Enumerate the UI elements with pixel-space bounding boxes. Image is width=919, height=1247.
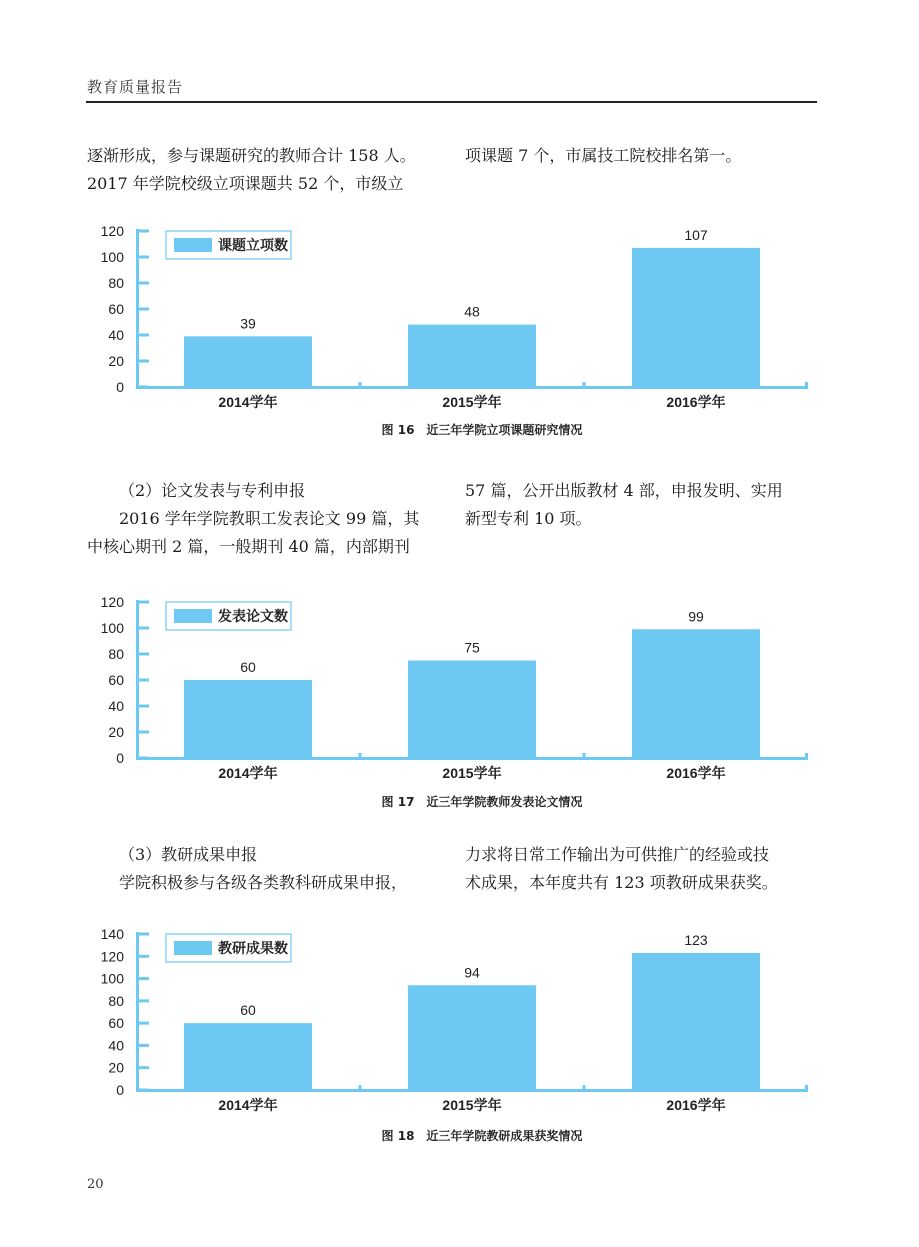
bar [408,661,536,759]
section1-left-column [87,142,439,198]
header-title: 教育质量报告 [87,78,184,96]
y-tick-label: 0 [116,379,124,395]
y-tick-label: 120 [100,594,124,610]
y-tick-label: 100 [100,249,124,265]
bar [184,336,312,387]
x-tick-label: 2016学年 [666,1097,726,1113]
paragraph-line: 力求将日常工作输出为可供推广的经验或技 [465,845,770,864]
legend [166,602,291,630]
legend [166,231,291,259]
bar [632,248,760,387]
data-label: 60 [240,1002,256,1019]
x-tick-label: 2015学年 [442,765,502,781]
section2-left-column [87,477,439,561]
paragraph-line: 学院积极参与各级各类教科研成果申报， [119,873,408,892]
data-label: 48 [464,303,480,320]
data-label: 39 [240,315,256,332]
y-tick-label: 20 [108,724,124,740]
y-tick-label: 40 [108,698,124,714]
section3-right-column [465,841,817,897]
data-label: 107 [684,226,708,243]
section2-right-column [465,477,817,533]
page-number: 20 [87,1177,104,1192]
x-tick [583,1085,586,1091]
y-tick-label: 80 [108,646,124,662]
x-tick-label: 2014学年 [218,394,278,410]
section-heading: （3）教研成果申报 [119,845,258,864]
legend-swatch [174,609,212,623]
section3-left-column [87,841,439,897]
legend-label: 教研成果数 [218,940,288,956]
x-tick [359,753,362,759]
x-tick-label: 2016学年 [666,394,726,410]
bar [632,629,760,758]
y-tick-label: 20 [108,1059,124,1076]
y-tick-label: 60 [108,1015,124,1032]
y-tick-label: 20 [108,353,124,369]
paragraph-line: 2016 学年学院教职工发表论文 99 篇，其 [119,509,420,528]
paragraph-line: 中核心期刊 2 篇，一般期刊 40 篇，内部期刊 [87,537,410,556]
y-tick-label: 60 [108,672,124,688]
paragraph-line: 2017 年学院校级立项课题共 52 个，市级立 [87,174,404,193]
y-tick-label: 120 [100,223,124,239]
x-tick-label: 2015学年 [442,394,502,410]
y-tick-label: 100 [100,970,124,987]
paragraph-line: 逐渐形成，参与课题研究的教师合计 158 人。 [87,146,416,165]
x-tick [583,382,586,388]
x-tick-label: 2015学年 [442,1097,502,1113]
bar-chart-svg [70,215,830,425]
y-axis-line [136,932,139,1092]
x-tick [805,382,808,388]
legend-swatch [174,238,212,252]
y-tick-label: 40 [108,327,124,343]
paragraph-line: 新型专利 10 项。 [465,509,592,528]
legend [166,934,291,962]
paragraph-line: 项课题 7 个，市属技工院校排名第一。 [465,146,742,165]
y-axis-line [136,600,139,760]
bar-chart-svg [70,918,830,1128]
section-heading: （2）论文发表与专利申报 [119,481,306,500]
y-tick-label: 140 [100,926,124,942]
y-tick-label: 0 [116,1082,124,1098]
x-tick [805,753,808,759]
data-label: 94 [464,964,480,981]
chart-17 [70,586,830,826]
y-tick-label: 60 [108,301,124,317]
x-tick [359,1085,362,1091]
x-tick [583,753,586,759]
legend-label: 发表论文数 [218,608,288,624]
bar [184,1023,312,1090]
figure-caption-18: 图 18 近三年学院教研成果获奖情况 [381,1129,583,1143]
paragraph-line: 术成果，本年度共有 123 项教研成果获奖。 [465,873,778,892]
y-tick-label: 80 [108,992,124,1009]
y-tick-label: 40 [108,1037,124,1054]
chart-16 [70,215,830,455]
y-axis-line [136,229,139,389]
bar [632,953,760,1090]
data-label: 99 [688,608,704,625]
legend-label: 课题立项数 [218,237,288,253]
bar [184,680,312,758]
data-label: 123 [684,931,708,948]
bar [408,985,536,1090]
figure-caption-17: 图 17 近三年学院教师发表论文情况 [381,795,583,809]
y-tick-label: 80 [108,275,124,291]
y-tick-label: 0 [116,750,124,766]
section1-right-column [465,142,817,170]
x-tick-label: 2014学年 [218,765,278,781]
chart-18 [70,918,830,1158]
bar-chart-svg [70,586,830,796]
data-label: 75 [464,639,480,656]
bar [408,325,536,387]
y-tick-label: 100 [100,620,124,636]
x-tick-label: 2014学年 [218,1097,278,1113]
figure-caption-16: 图 16 近三年学院立项课题研究情况 [381,423,583,437]
x-tick-label: 2016学年 [666,765,726,781]
paragraph-line: 57 篇，公开出版教材 4 部，申报发明、实用 [465,481,783,500]
header-rule [86,101,817,103]
y-tick-label: 120 [100,948,124,965]
legend-swatch [174,941,212,955]
x-tick [805,1085,808,1091]
x-tick [359,382,362,388]
data-label: 60 [240,659,256,675]
